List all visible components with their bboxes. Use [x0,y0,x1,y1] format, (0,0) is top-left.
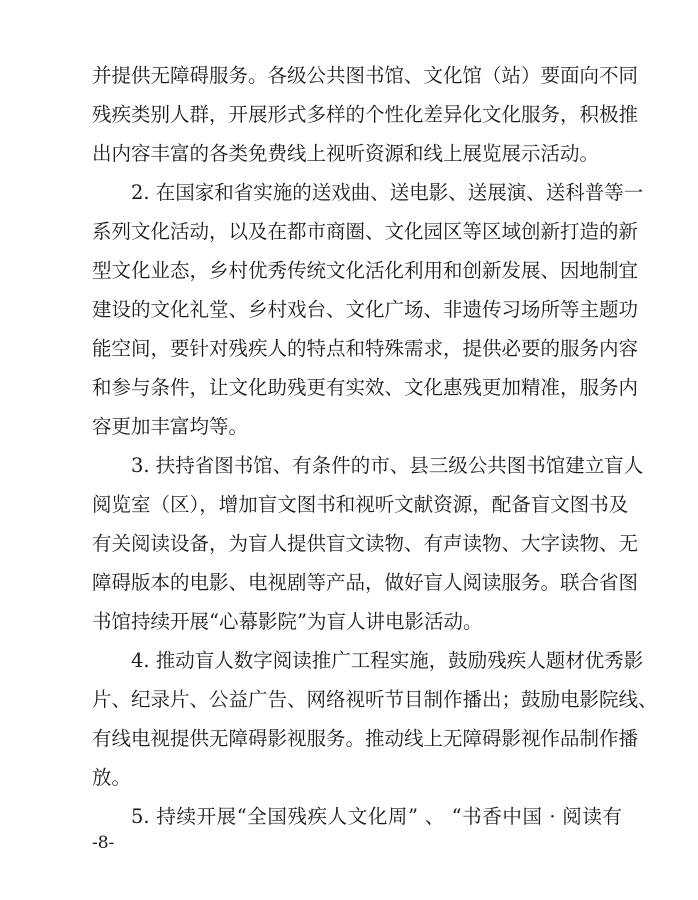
text-line: 残疾类别人群，开展形式多样的个性化差异化文化服务，积极推 [92,103,639,126]
text-line: 障碍版本的电影、电视剧等产品，做好盲人阅读服务。联合省图 [92,571,639,594]
text-line: 并提供无障碍服务。各级公共图书馆、文化馆（站）要面向不同 [92,64,639,87]
page-number: -8- [92,833,115,853]
text-line: 建设的文化礼堂、乡村戏台、文化广场、非遗传习场所等主题功 [92,298,639,321]
paragraph-start-line: 2. 在国家和省实施的送戏曲、送电影、送展演、送科普等一 [131,181,644,204]
text-line: 有线电视提供无障碍影视服务。推动线上无障碍影视作品制作播 [92,727,639,750]
text-line: 型文化业态，乡村优秀传统文化活化利用和创新发展、因地制宜 [92,259,639,282]
text-line: 有关阅读设备，为盲人提供盲文读物、有声读物、大字读物、无 [92,532,639,555]
text-line: 能空间，要针对残疾人的特点和特殊需求，提供必要的服务内容 [92,337,639,360]
text-line: 系列文化活动，以及在都市商圈、文化园区等区域创新打造的新 [92,220,639,243]
paragraph-start-line: 3. 扶持省图书馆、有条件的市、县三级公共图书馆建立盲人 [131,454,644,477]
text-line: 片、纪录片、公益广告、网络视听节目制作播出；鼓励电影院线、 [92,688,658,711]
text-line: 容更加丰富均等。 [92,415,249,438]
text-line: 书馆持续开展“心幕影院”为盲人讲电影活动。 [92,610,483,633]
text-line: 和参与条件，让文化助残更有实效、文化惠残更加精准，服务内 [92,376,639,399]
paragraph-start-line: 4. 推动盲人数字阅读推广工程实施，鼓励残疾人题材优秀影 [131,649,644,672]
text-line: 出内容丰富的各类免费线上视听资源和线上展览展示活动。 [92,142,600,165]
paragraph-start-line: 5. 持续开展“全国残疾人文化周” 、 “书香中国 · 阅读有 [131,805,622,828]
text-line: 阅览室（区），增加盲文图书和视听文献资源，配备盲文图书及 [92,493,629,516]
text-line: 放。 [92,766,132,789]
